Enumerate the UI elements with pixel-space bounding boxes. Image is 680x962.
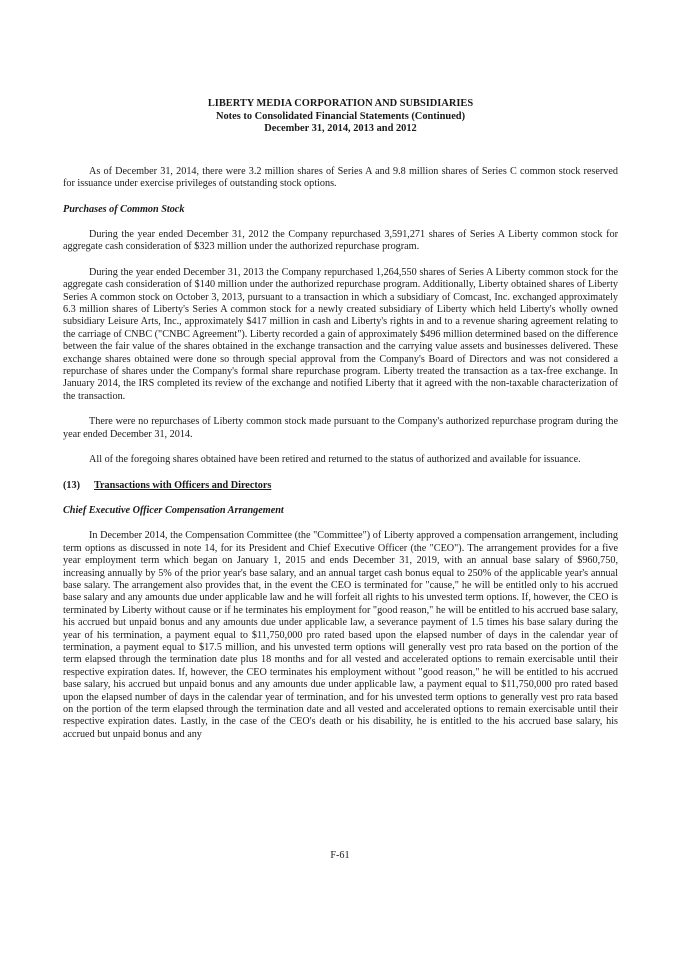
subheading-purchases: Purchases of Common Stock xyxy=(63,203,185,215)
statement-dates: December 31, 2014, 2013 and 2012 xyxy=(264,123,417,135)
page-number: F-61 xyxy=(330,850,350,861)
section-title: Transactions with Officers and Directors xyxy=(94,479,272,491)
paragraph-stock-options: As of December 31, 2014, there were 3.2 million shares of Series A and 9.8 million shares of Series C common stock reserved for issuance under exercise privileges of outstanding stock options. xyxy=(63,165,618,190)
section-heading xyxy=(63,480,618,492)
document-page xyxy=(63,98,618,741)
paragraph-ceo-compensation: In December 2014, the Compensation Committee (the "Committee") of Liberty approved a compensation arrangement, including term options as discussed in note 14, for its President and Chief Executive Officer (the "CEO"). The arrangement provides for a five year employment term which began on January 1, 2015 and ends December 31, 2019, with an annual base salary of $960,750, increasing annually by 5% of the prior year's base salary, and an annual target cash bonus equal to 250% of the applicable year's annual base salary. The arrangement also provides that, in the event the CEO is terminated for "cause," he will be entitled only to his accrued base salary and any amounts due under applicable law and he will forfeit all rights to his unvested term options. If, however, the CEO is terminated by Liberty without cause or if he terminates his employment for "good reason," he will be entitled to his accrued base salary, his accrued but unpaid bonus and any amounts due under applicable law, a severance payment of 1.5 times his base salary during the year of his termination, a payment equal to $11,750,000 pro rated based upon the elapsed number of days in the calendar year of termination, a payment equal to $17.5 million, and his unvested term options will generally vest pro rata based on the portion of the term elapsed through the termination date plus 18 months and for all vested and accelerated options to remain exercisable until their respective expiration dates. If, however, the CEO terminates his employment without "good reason," he will be entitled to his accrued base salary, his accrued but unpaid bonus and any amounts due under applicable law, a payment equal to $11,750,000 pro rated based upon the elapsed number of days in the calendar year of termination, and for his unvested term options to generally vest pro rata based on the portion of the term elapsed through the termination date and all vested and accelerated options to remain exercisable until their respective expiration dates. Lastly, in the case of the CEO's death or his disability, he is entitled to the his accrued base salary, his accrued but unpaid bonus and any xyxy=(63,530,618,740)
subheading-ceo-compensation: Chief Executive Officer Compensation Arrangement xyxy=(63,504,284,516)
paragraph-repurchase-2014: There were no repurchases of Liberty common stock made pursuant to the Company's authorized repurchase program during the year ended December 31, 2014. xyxy=(63,416,618,440)
paragraph-repurchase-2012: During the year ended December 31, 2012 the Company repurchased 3,591,271 shares of Series A Liberty common stock for aggregate cash consideration of $323 million under the authorized repurchase program. xyxy=(63,229,618,253)
section-number: (13) xyxy=(63,479,80,491)
document-header xyxy=(63,98,618,136)
company-title: LIBERTY MEDIA CORPORATION AND SUBSIDIARIES xyxy=(207,98,474,109)
statement-title: Notes to Consolidated Financial Statements (Continued) xyxy=(215,110,466,122)
paragraph-repurchase-2013: During the year ended December 31, 2013 the Company repurchased 1,264,550 shares of Series A Liberty common stock for the aggregate cash consideration of $140 million under the authorized repurchase program. Additionally, Liberty obtained shares of Liberty Series A common stock on October 3, 2013, pursuant to a transaction in which a subsidiary of Comcast, Inc. exchanged approximately 6.3 million shares of Liberty's Series A common stock for a newly created subsidiary of Liberty which held Liberty's wholly owned subsidiary Leisure Arts, Inc., approximately $417 million in cash and Liberty's rights in and to a revenue sharing agreement relating to the carriage of CNBC ("CNBC Agreement"). Liberty recorded a gain of approximately $496 million determined based on the difference between the fair value of the shares obtained in the exchange transaction and the carrying value assets and businesses delivered. These exchange shares obtained were done so through special approval from the Company's Board of Directors and was not considered a repurchase of shares under the Company's formal share repurchase program. Liberty treated the transaction as a tax-free exchange. In January 2014, the IRS completed its review of the exchange and notified Liberty that it agreed with the non-taxable characterization of the transaction. xyxy=(63,266,618,402)
paragraph-shares-retired: All of the foregoing shares obtained have been retired and returned to the status of authorized and available for issuance. xyxy=(89,454,581,466)
